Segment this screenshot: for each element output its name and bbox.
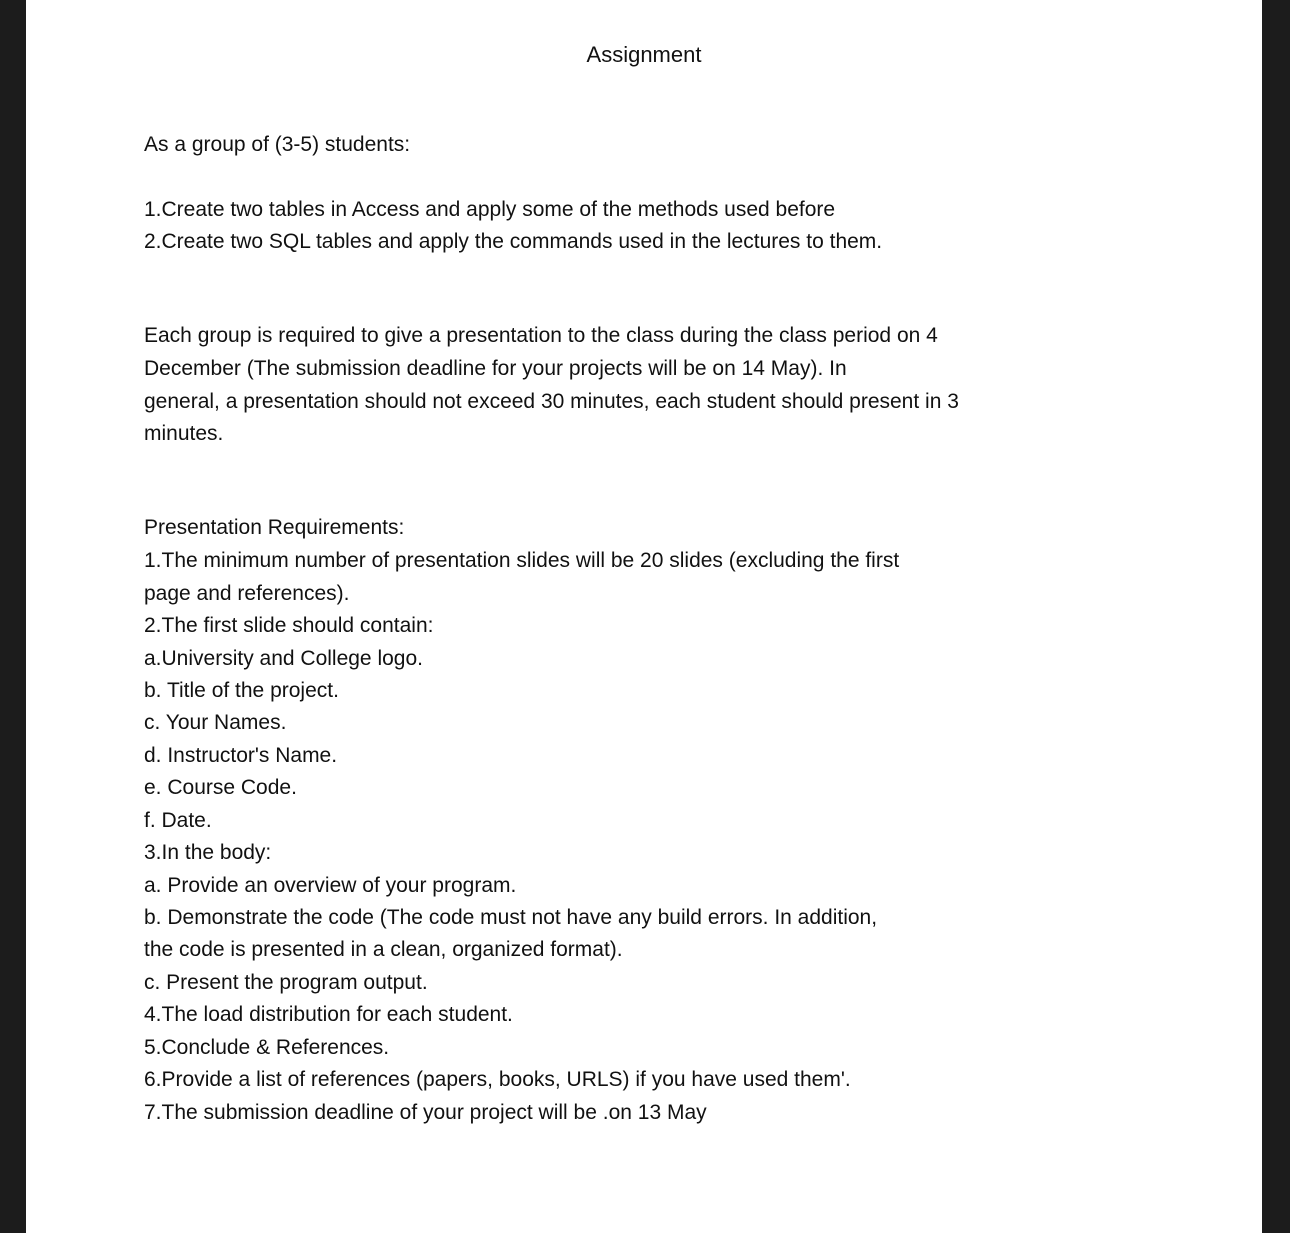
requirement-line: c. Present the program output. — [144, 971, 428, 994]
requirement-line: 6.Provide a list of references (papers, books, URLS) if you have used them'. — [144, 1068, 851, 1091]
document-page — [26, 0, 1262, 1233]
requirements-heading: Presentation Requirements: — [144, 516, 405, 539]
task-item: 2.Create two SQL tables and apply the commands used in the lectures to them. — [144, 230, 883, 253]
requirement-line: 1.The minimum number of presentation slides will be 20 slides (excluding the first — [144, 549, 900, 572]
requirement-line: e. Course Code. — [144, 776, 297, 799]
requirement-line: a.University and College logo. — [144, 647, 423, 670]
requirement-line: 7.The submission deadline of your project will be .on 13 May — [144, 1101, 707, 1124]
requirement-line: f. Date. — [144, 809, 212, 832]
paragraph-line: December (The submission deadline for your projects will be on 14 May). In — [144, 357, 847, 380]
paragraph-line: general, a presentation should not exceed 30 minutes, each student should present in 3 — [144, 390, 959, 413]
requirement-line: b. Title of the project. — [144, 679, 339, 702]
document-title: Assignment — [586, 42, 702, 67]
requirement-line: 3.In the body: — [144, 841, 272, 864]
requirement-line: the code is presented in a clean, organized format). — [144, 938, 623, 961]
requirement-line: 5.Conclude & References. — [144, 1036, 390, 1059]
requirement-line: 4.The load distribution for each student. — [144, 1003, 513, 1026]
paragraph-line: Each group is required to give a presentation to the class during the class period on 4 — [144, 324, 938, 347]
intro-text: As a group of (3-5) students: — [144, 133, 411, 156]
requirement-line: page and references). — [144, 582, 350, 605]
requirement-line: b. Demonstrate the code (The code must not have any build errors. In addition, — [144, 906, 878, 929]
requirement-line: 2.The first slide should contain: — [144, 614, 434, 637]
task-item: 1.Create two tables in Access and apply some of the methods used before — [144, 198, 836, 221]
paragraph-line: minutes. — [144, 422, 224, 445]
requirement-line: a. Provide an overview of your program. — [144, 874, 517, 897]
requirement-line: c. Your Names. — [144, 711, 287, 734]
requirement-line: d. Instructor's Name. — [144, 744, 338, 767]
